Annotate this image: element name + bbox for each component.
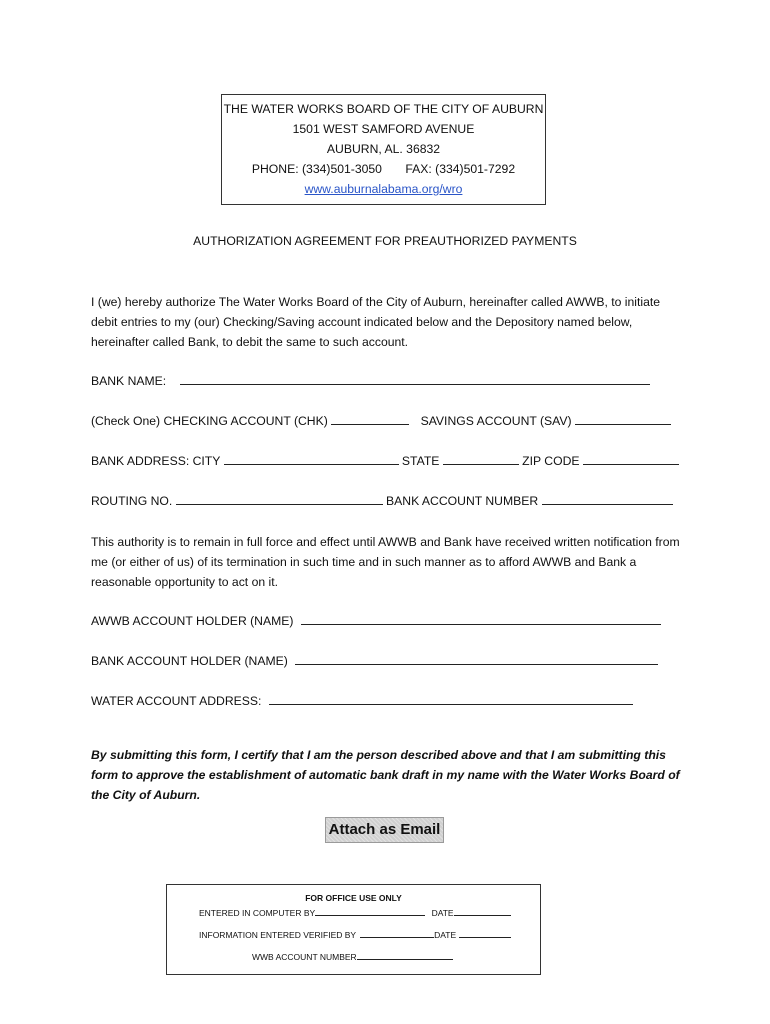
verified-by-label: INFORMATION ENTERED VERIFIED BY [199,930,357,940]
zip-label: ZIP CODE [522,454,580,468]
savings-label: SAVINGS ACCOUNT (SAV) [420,414,572,428]
attach-as-email-button[interactable]: Attach as Email [325,817,444,843]
wwb-account-row [252,951,453,962]
org-contact [222,159,545,179]
bank-name-field[interactable] [180,372,650,385]
org-city: AUBURN, AL. 36832 [326,142,441,156]
water-address-field[interactable] [269,692,633,705]
org-phone: PHONE: (334)501-3050 [251,162,382,176]
state-field[interactable] [443,452,519,465]
office-use-box [166,884,541,975]
bank-city-label: BANK ADDRESS: CITY [91,454,221,468]
bank-name-row [91,372,650,388]
wwb-account-field[interactable] [357,951,453,960]
bank-account-number-field[interactable] [542,492,673,505]
account-type-row [91,412,671,428]
certification-text: By submitting this form, I certify that I am the person described above and that I am submitting this form to approve the establishment of automatic bank draft in my name with the Water Works Board of the City of Auburn. [91,748,680,802]
bank-holder-row [91,652,658,668]
org-street: 1501 WEST SAMFORD AVENUE [292,122,475,136]
routing-field[interactable] [176,492,383,505]
entered-date-field[interactable] [454,907,511,916]
verified-by-row [199,929,511,940]
form-title: AUTHORIZATION AGREEMENT FOR PREAUTHORIZED PAYMENTS [193,234,577,248]
entered-by-row [199,907,511,918]
water-address-row [91,692,633,708]
org-fax: FAX: (334)501-7292 [405,162,516,176]
bank-holder-field[interactable] [295,652,658,665]
office-use-title: FOR OFFICE USE ONLY [305,893,402,903]
verified-date-label: DATE [434,930,457,940]
bank-holder-label: BANK ACCOUNT HOLDER (NAME) [91,654,288,668]
wwb-account-label: WWB ACCOUNT NUMBER [252,952,357,962]
bank-city-field[interactable] [224,452,399,465]
state-label: STATE [401,454,440,468]
awwb-holder-field[interactable] [301,612,661,625]
bank-name-label: BANK NAME: [91,374,167,388]
checking-label: (Check One) CHECKING ACCOUNT (CHK) [91,414,328,428]
intro-paragraph: I (we) hereby authorize The Water Works Board of the City of Auburn, hereinafter called AWWB, to initiate debit entries to my (our) Checking/Saving account indicated below and the Depository named below, hereinafter called Bank, to debit the same to such account. [91,295,661,349]
verified-date-field[interactable] [459,929,511,938]
verified-by-field[interactable] [360,929,434,938]
entered-date-label: DATE [431,908,454,918]
routing-row [91,492,673,508]
routing-label: ROUTING NO. [91,494,173,508]
header-box [221,94,546,205]
bank-address-row [91,452,679,468]
awwb-holder-label: AWWB ACCOUNT HOLDER (NAME) [91,614,294,628]
entered-by-label: ENTERED IN COMPUTER BY [199,908,316,918]
bank-account-number-label: BANK ACCOUNT NUMBER [386,494,539,508]
checking-field[interactable] [331,412,409,425]
authority-paragraph: This authority is to remain in full force and effect until AWWB and Bank have received written notification from me (or either of us) of its termination in such time and in such manner as to afford AWWB and Bank a reasonable opportunity to act on it. [91,535,680,589]
awwb-holder-row [91,612,661,628]
savings-field[interactable] [575,412,671,425]
entered-by-field[interactable] [315,907,425,916]
website-link[interactable]: www.auburnalabama.org/wro [304,182,463,196]
water-address-label: WATER ACCOUNT ADDRESS: [91,694,262,708]
org-name: THE WATER WORKS BOARD OF THE CITY OF AUBURN [223,102,544,116]
zip-field[interactable] [583,452,679,465]
